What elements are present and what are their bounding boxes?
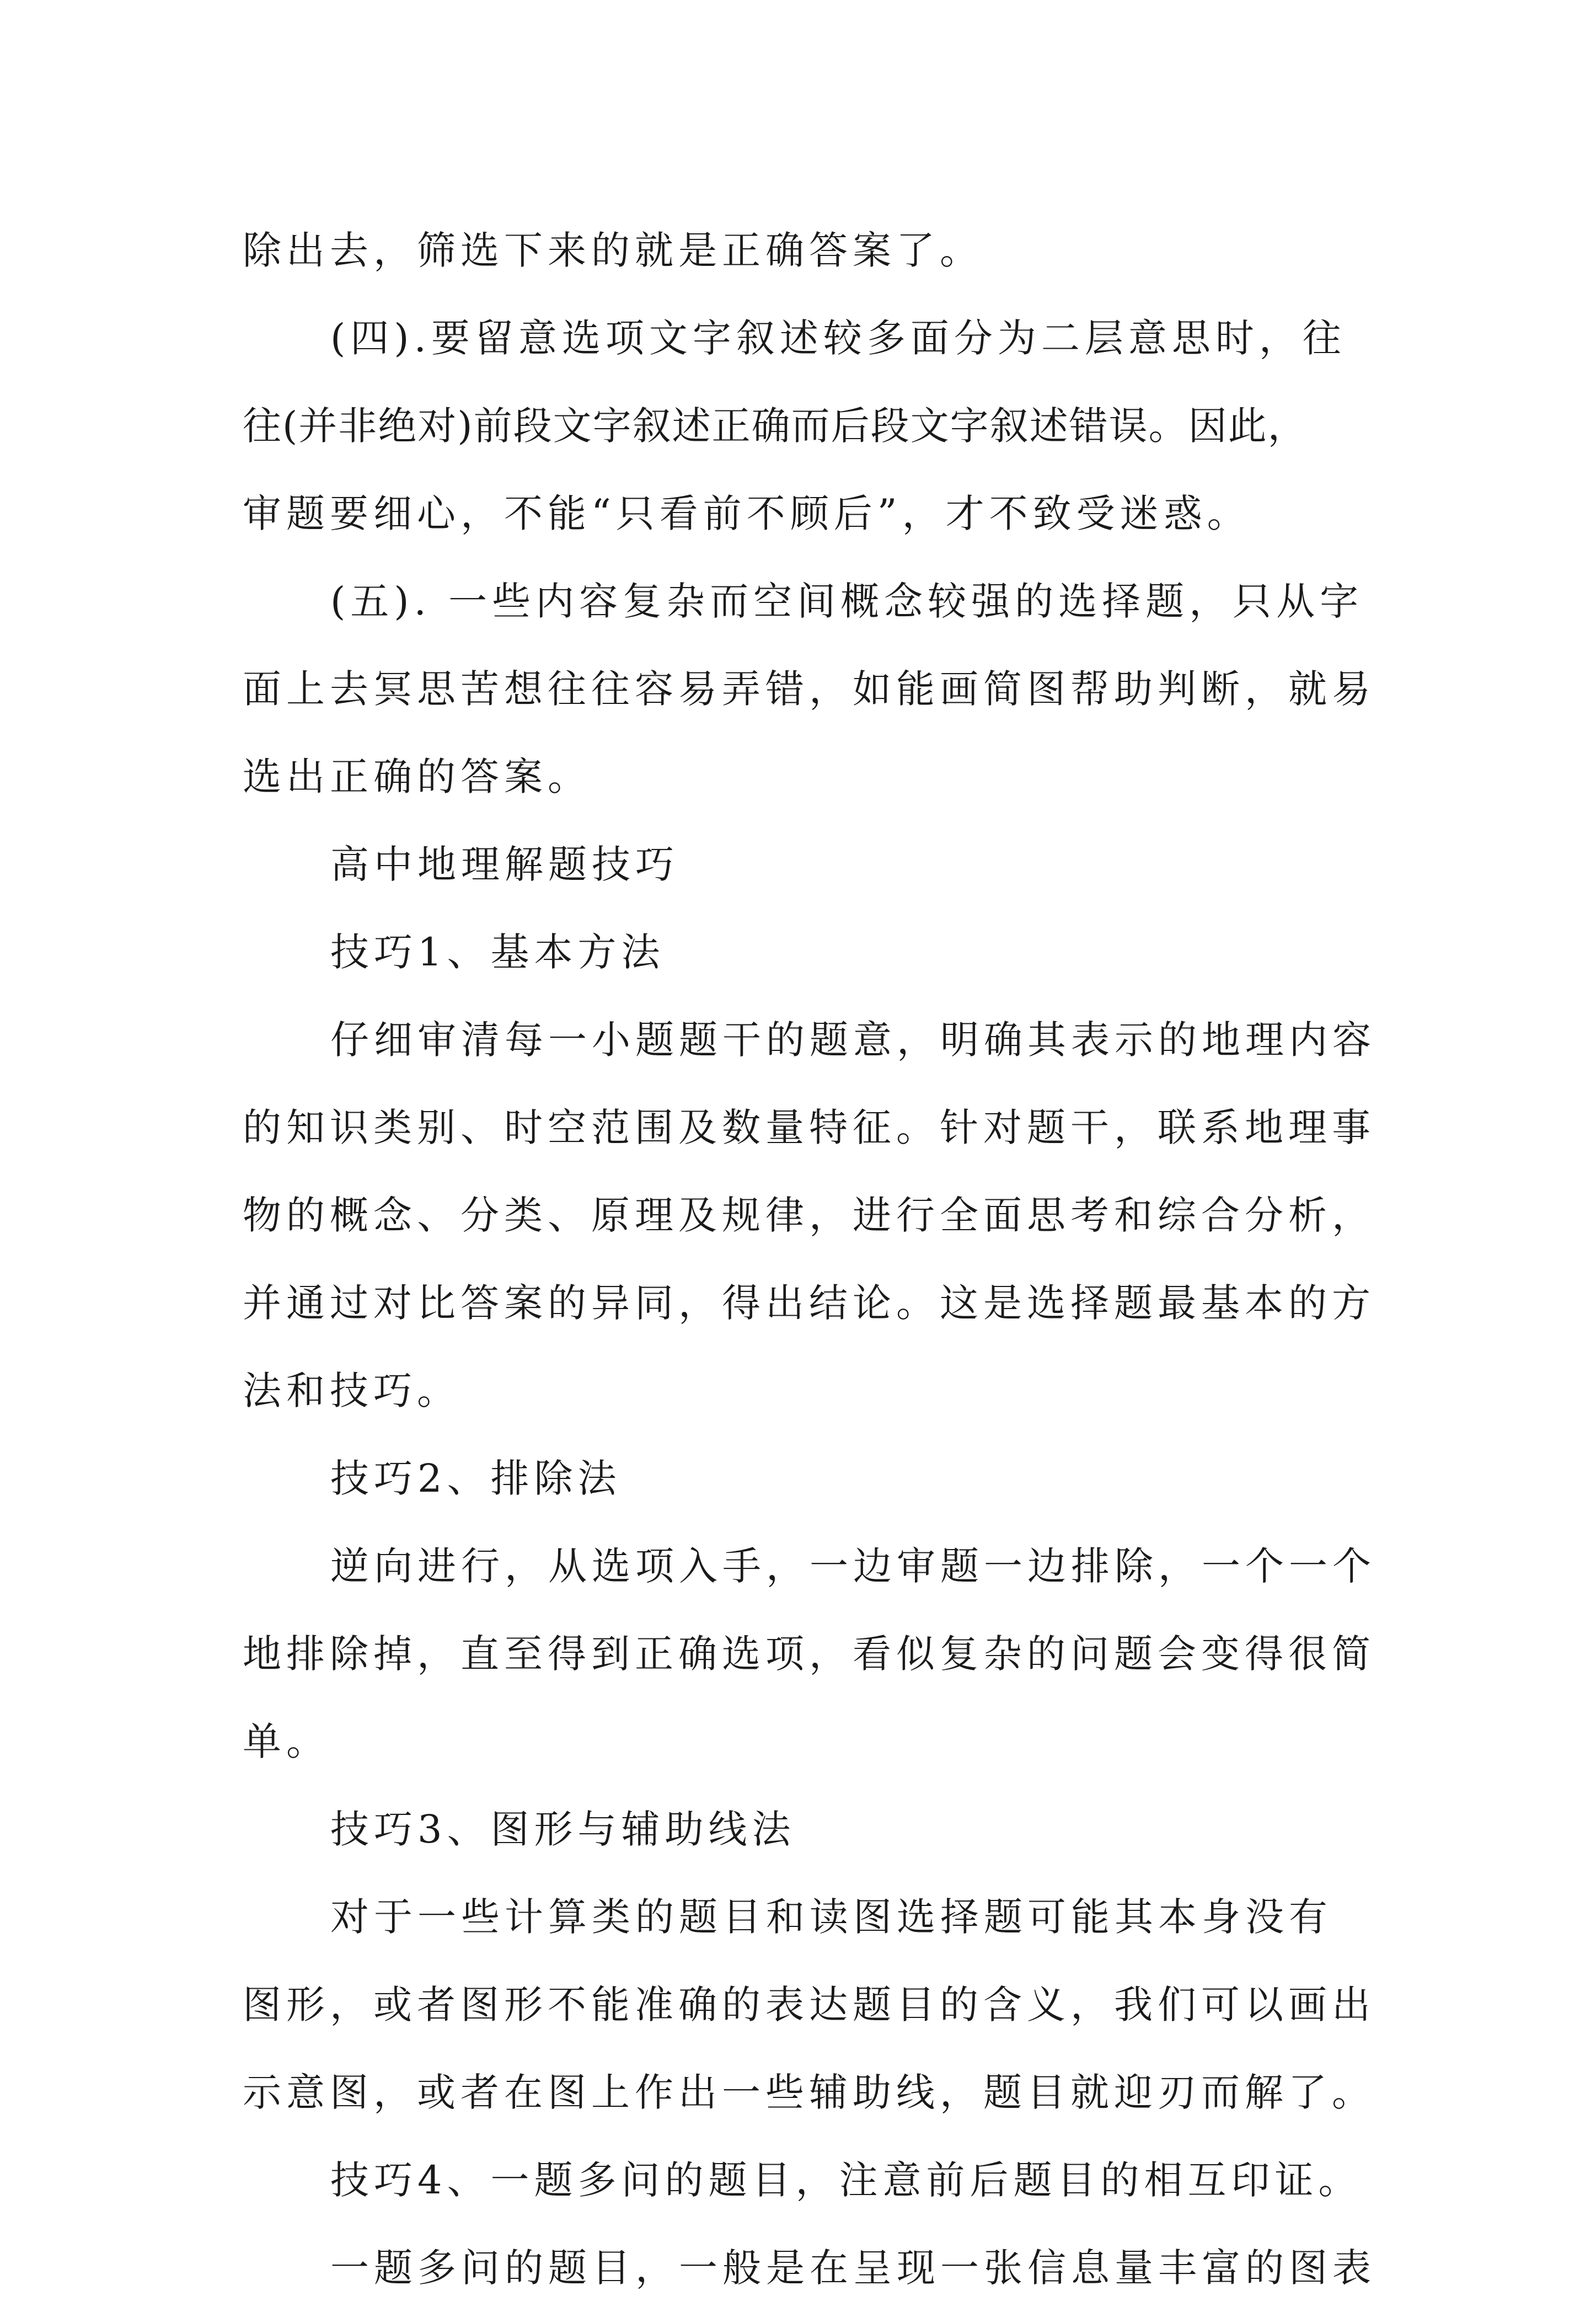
text-line: 一题多问的题目，一般是在呈现一张信息量丰富的图表 (330, 2245, 1376, 2290)
subsection-heading: 技巧2、排除法 (330, 1456, 622, 1501)
text-line: 地排除掉，直至得到正确选项，看似复杂的问题会变得很简 (243, 1631, 1375, 1676)
subsection-heading: 技巧1、基本方法 (330, 930, 665, 975)
text-line: (四).要留意选项文字叙述较多面分为二层意思时，往 (330, 316, 1346, 361)
text-line: 往(并非绝对)前段文字叙述正确而后段文字叙述错误。因此， (243, 403, 1308, 448)
text-line: 图形，或者图形不能准确的表达题目的含义，我们可以画出 (243, 1982, 1375, 2027)
text-line: 仔细审清每一小题题干的题意，明确其表示的地理内容 (330, 1017, 1376, 1062)
text-line: 并通过对比答案的异同，得出结论。这是选择题最基本的方 (243, 1280, 1375, 1326)
section-heading: 高中地理解题技巧 (330, 842, 679, 887)
text-line: 选出正确的答案。 (243, 754, 591, 799)
text-line: 物的概念、分类、原理及规律，进行全面思考和综合分析， (243, 1193, 1375, 1238)
subsection-heading: 技巧3、图形与辅助线法 (330, 1807, 796, 1852)
text-line: 面上去冥思苦想往往容易弄错，如能画简图帮助判断，就易 (243, 666, 1375, 712)
text-line: 对于一些计算类的题目和读图选择题可能其本身没有 (330, 1894, 1332, 1940)
text-line: 审题要细心，不能“只看前不顾后”，才不致受迷惑。 (243, 491, 1251, 536)
text-line: (五). 一些内容复杂而空间概念较强的选择题，只从字 (330, 579, 1364, 624)
text-line: 的知识类别、时空范围及数量特征。针对题干，联系地理事 (243, 1105, 1375, 1150)
text-line: 法和技巧。 (243, 1368, 460, 1413)
subsection-heading: 技巧4、一题多问的题目，注意前后题目的相互印证。 (330, 2158, 1362, 2203)
text-line: 单。 (243, 1719, 330, 1764)
document-body (243, 207, 1379, 2312)
text-line: 除出去，筛选下来的就是正确答案了。 (243, 228, 983, 273)
text-line: 示意图，或者在图上作出一些辅助线，题目就迎刃而解了。 (243, 2070, 1375, 2115)
text-line: 逆向进行，从选项入手，一边审题一边排除，一个一个 (330, 1544, 1376, 1589)
